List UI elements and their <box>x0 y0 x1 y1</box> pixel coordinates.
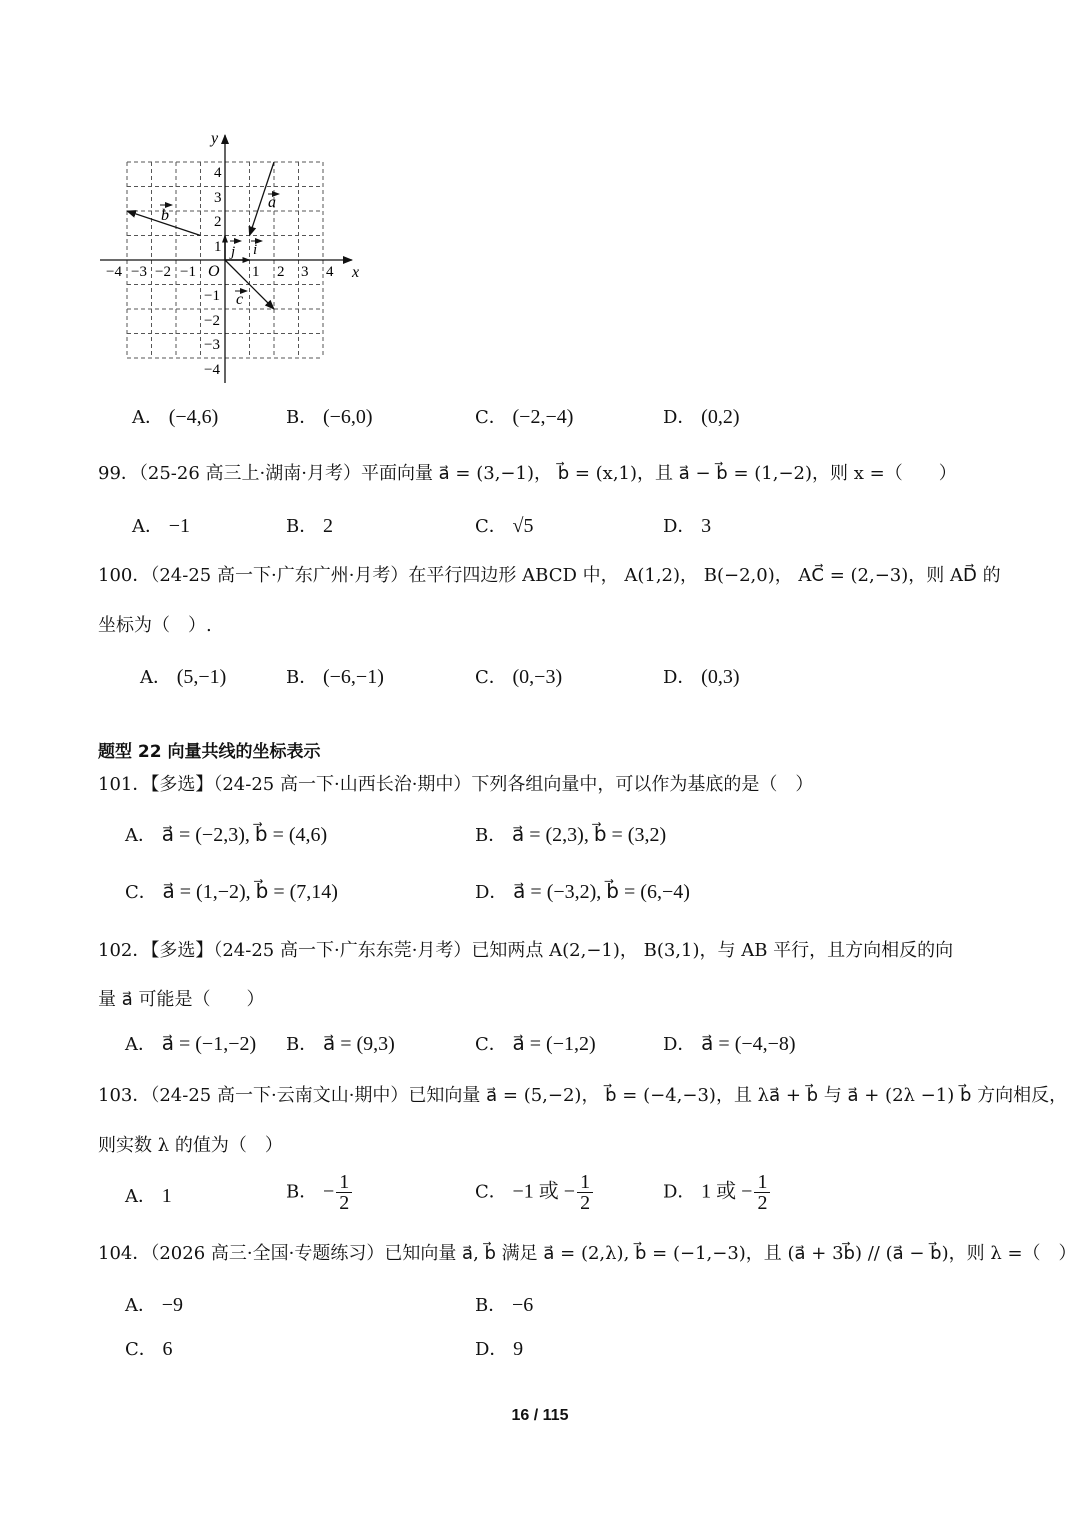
q100-option-b[interactable]: B． (−6,−1) <box>286 666 384 688</box>
page-number: 16 / 115 <box>511 1407 569 1424</box>
q104-stem: 104．（2026 高三·全国·专题练习）已知向量 a⃗, b⃗ 满足 a⃗ = (2,λ), b⃗ = (−1,−3)，且 (a⃗ + 3b⃗) // (a⃗ − b⃗)，则 λ =（ ） <box>98 1243 1077 1264</box>
x-tick: −2 <box>155 264 171 280</box>
x-tick: −1 <box>180 264 196 280</box>
x-tick: 3 <box>301 264 309 280</box>
y-tick: 2 <box>214 214 222 230</box>
q103-option-c[interactable]: C． −1 或 − $\frac{1}{2}$ <box>475 1172 595 1213</box>
q102-option-d[interactable]: D． a⃗ = (−4,−8) <box>663 1033 796 1055</box>
unit-vector-j-label: j <box>231 244 236 260</box>
q103-stem-line1: 103．（24-25 高一下·云南文山·期中）已知向量 a⃗ = (5,−2)， b⃗ = (−4,−3)，且 λa⃗ + b⃗ 与 a⃗ + (2λ −1) b⃗ 方向相反， <box>98 1085 1068 1106</box>
y-tick: −1 <box>204 288 220 304</box>
q102-option-b[interactable]: B． a⃗ = (9,3) <box>286 1033 395 1055</box>
x-tick: −3 <box>131 264 147 280</box>
unit-vector-i-label: i <box>253 242 258 258</box>
q99-option-a[interactable]: A． −1 <box>132 515 191 537</box>
q104-option-c[interactable]: C． 6 <box>125 1338 173 1360</box>
q99-stem: 99．（25-26 高三上·湖南·月考）平面向量 a⃗ = (3,−1)， b⃗ = (x,1)，且 a⃗ − b⃗ = (1,−2)，则 x =（ ） <box>98 463 957 484</box>
x-tick: −4 <box>106 264 122 280</box>
q102-stem-line1: 102．【多选】（24-25 高一下·广东东莞·月考）已知两点 A(2,−1)， B(3,1)，与 AB 平行，且方向相反的向 <box>98 940 954 961</box>
y-tick: 3 <box>214 190 222 206</box>
q104-option-d[interactable]: D． 9 <box>475 1338 524 1360</box>
q99-option-b[interactable]: B． 2 <box>286 515 333 537</box>
q103-stem-line2: 则实数 λ 的值为（ ） <box>98 1135 283 1156</box>
vector-c-label: c <box>236 291 244 308</box>
x-axis-label: x <box>352 264 360 281</box>
q103-option-d[interactable]: D． 1 或 − $\frac{1}{2}$ <box>663 1172 772 1213</box>
x-tick: 2 <box>277 264 285 280</box>
q101-option-d[interactable]: D． a⃗ = (−3,2), b⃗ = (6,−4) <box>475 881 690 903</box>
y-tick: 1 <box>214 239 222 255</box>
q98-option-b[interactable]: B． (−6,0) <box>286 406 373 428</box>
x-tick: 4 <box>326 264 334 280</box>
q102-stem-line2: 量 a⃗ 可能是（ ） <box>98 989 265 1010</box>
q101-option-b[interactable]: B． a⃗ = (2,3), b⃗ = (3,2) <box>475 824 667 846</box>
q100-stem-line1: 100．（24-25 高一下·广东广州·月考）在平行四边形 ABCD 中， A(1,2)， B(−2,0)， AC⃗ = (2,−3)，则 AD⃗ 的 <box>98 565 1001 586</box>
fraction: $\frac{1}{2}$ <box>754 1172 770 1213</box>
q98-option-c[interactable]: C． (−2,−4) <box>475 406 574 428</box>
q104-option-b[interactable]: B． −6 <box>475 1294 534 1316</box>
q102-option-a[interactable]: A． a⃗ = (−1,−2) <box>125 1033 257 1055</box>
q98-option-a[interactable]: A． (−4,6) <box>132 406 219 428</box>
q99-option-d[interactable]: D． 3 <box>663 515 712 537</box>
q100-option-c[interactable]: C． (0,−3) <box>475 666 563 688</box>
q100-option-d[interactable]: D． (0,3) <box>663 666 740 688</box>
y-tick: −3 <box>204 337 220 353</box>
q100-option-a[interactable]: A． (5,−1) <box>140 666 227 688</box>
y-tick: −2 <box>204 313 220 329</box>
q104-option-a[interactable]: A． −9 <box>125 1294 184 1316</box>
x-tick: 1 <box>252 264 260 280</box>
q98-option-d[interactable]: D． (0,2) <box>663 406 740 428</box>
q103-option-b[interactable]: B． − $\frac{1}{2}$ <box>286 1172 354 1213</box>
origin-label: O <box>208 263 220 280</box>
q99-option-c[interactable]: C． √5 <box>475 515 534 537</box>
vector-b-label: b <box>161 207 169 224</box>
fraction: $\frac{1}{2}$ <box>577 1172 593 1213</box>
q101-option-a[interactable]: A． a⃗ = (−2,3), b⃗ = (4,6) <box>125 824 328 846</box>
y-tick: −4 <box>204 362 220 378</box>
fraction: $\frac{1}{2}$ <box>336 1172 352 1213</box>
q101-option-c[interactable]: C． a⃗ = (1,−2), b⃗ = (7,14) <box>125 881 338 903</box>
vector-grid-figure <box>95 125 375 390</box>
q102-option-c[interactable]: C． a⃗ = (−1,2) <box>475 1033 596 1055</box>
section-heading: 题型 22 向量共线的坐标表示 <box>98 742 321 762</box>
q103-option-a[interactable]: A． 1 <box>125 1185 172 1207</box>
q101-stem: 101．【多选】（24-25 高一下·山西长治·期中）下列各组向量中，可以作为基底的是（ ） <box>98 774 814 795</box>
y-axis-label: y <box>211 130 219 147</box>
q100-stem-line2: 坐标为（ ）. <box>98 615 212 636</box>
vector-a-label: a <box>268 194 276 211</box>
y-tick: 4 <box>214 165 222 181</box>
